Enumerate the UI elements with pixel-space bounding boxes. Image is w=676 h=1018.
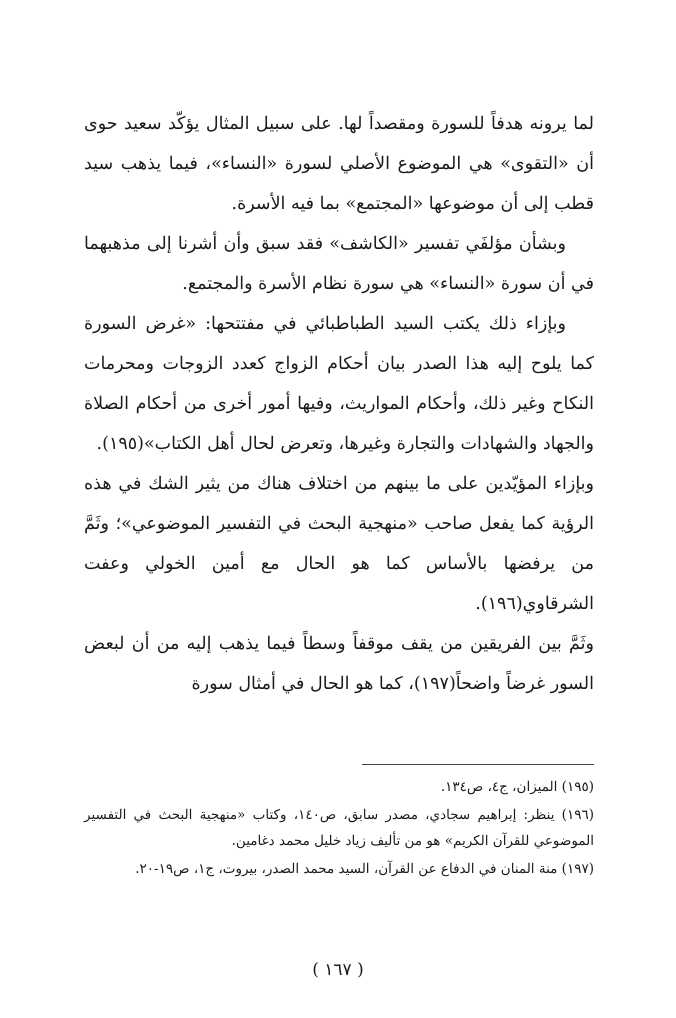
page-number: ( ١٦٧ ) (312, 960, 364, 980)
footnotes (84, 774, 594, 884)
paragraph-4: وبإزاء المؤيّدين على ما بينهم من اختلاف هناك من يثير الشك في هذه الرؤية كما يفعل صاحب «منهجية البحث في التفسير الموضوعي»؛ وثَمَّ من يرفضها بالأساس كما هو الحال مع أمين الخولي وعفت الشرقاوي(١٩٦). (84, 474, 594, 614)
footnote-195: (١٩٥) الميزان، ج٤، ص١٣٤. (440, 779, 594, 795)
paragraph-3: وبإزاء ذلك يكتب السيد الطباطبائي في مفتتحها: «غرض السورة كما يلوح إليه هذا الصدر بيان أحكام الزواج كعدد الزوجات ومحرمات النكاح وغير ذلك، وأحكام المواريث، وفيها أمور أخرى من أحكام الصلاة والجهاد والشهادات والتجارة وغيرها، وتعرض لحال أهل الكتاب»(١٩٥). (84, 314, 594, 454)
paragraph-5: وثَمَّ بين الفريقين من يقف موقفاً وسطاً فيما يذهب إليه من أن لبعض السور غرضاً واضحاً(١٩٧)، كما هو الحال في أمثال سورة (84, 634, 594, 694)
footnote-197: (١٩٧) منة المنان في الدفاع عن القرآن، السيد محمد الصدر، بيروت، ج١، ص١٩-٢٠. (135, 861, 594, 877)
paragraph-2: وبشأن مؤلفَي تفسير «الكاشف» فقد سبق وأن أشرنا إلى مذهبهما في أن سورة «النساء» هي سورة نظام الأسرة والمجتمع. (84, 234, 594, 294)
footnote-divider (362, 764, 594, 765)
paragraph-1: لما يرونه هدفاً للسورة ومقصداً لها. على سبيل المثال يؤكّد سعيد حوى أن «التقوى» هي الموضوع الأصلي لسورة «النساء»، فيما يذهب سيد قطب إلى أن موضوعها «المجتمع» بما فيه الأسرة. (84, 114, 594, 214)
footnote-196: (١٩٦) ينظر: إبراهيم سجادي، مصدر سابق، ص١٤٠، وكتاب «منهجية البحث في التفسير الموضوعي للقرآن الكريم» هو من تأليف زياد خليل محمد دغامين. (84, 807, 594, 849)
main-text (84, 104, 594, 704)
